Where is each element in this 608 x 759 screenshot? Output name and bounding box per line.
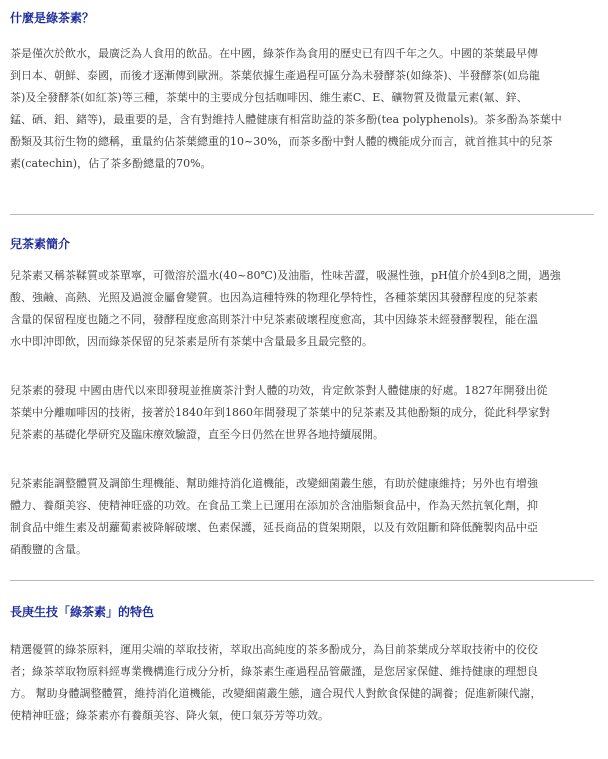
- paragraph: [10, 639, 598, 727]
- paragraph-line: 到日本、朝鮮、泰國，而後才逐漸傳到歐洲。茶葉依據生產過程可區分為未發酵茶(如綠茶)、半發酵茶(如烏龍: [10, 69, 540, 82]
- paragraph: [10, 380, 598, 446]
- paragraph-line: 茶是僅次於飲水，最廣泛為人食用的飲品。在中國，綠茶作為食用的歷史已有四千年之久。中國的茶葉最早傳: [10, 47, 538, 60]
- paragraph-line: 硝酸鹽的含量。: [10, 543, 87, 556]
- paragraph-line: 兒茶素能調整體質及調節生理機能、幫助維持消化道機能，改變細菌叢生態，有助於健康維持；另外也有增強: [10, 477, 538, 490]
- section-divider: [10, 214, 594, 215]
- section-heading: 兒茶素簡介: [10, 237, 71, 251]
- paragraph-line: 酚類及其衍生物的總稱，重量約佔茶葉總重的10~30%，而茶多酚中對人體的機能成分而言，就首推其中的兒茶: [10, 135, 553, 148]
- paragraph-line: 含量的保留程度也隨之不同，發酵程度愈高則茶汁中兒茶素破壞程度愈高，其中因綠茶未經發酵製程，能在溫: [10, 313, 538, 326]
- section-heading: 長庚生技「綠茶素」的特色: [10, 605, 155, 619]
- paragraph: [10, 265, 598, 353]
- paragraph: [10, 43, 598, 175]
- paragraph-line: 制食品中維生素及胡蘿蔔素被降解破壞、色素保護，延長商品的貨架期限，以及有效阻斷和降低醃製肉品中亞: [10, 521, 538, 534]
- paragraph-line: 水中即沖即飲，因而綠茶保留的兒茶素是所有茶葉中含量最多且最完整的。: [10, 335, 373, 348]
- paragraph-line: 使精神旺盛；綠茶素亦有養顏美容、降火氣，使口氣芬芳等功效。: [10, 709, 329, 722]
- paragraph-line: 方。 幫助身體調整體質，維持消化道機能，改變細菌叢生態，適合現代人對飲食保健的調養；促進新陳代謝，: [10, 687, 542, 700]
- paragraph-line: 兒茶素的發現 中國由唐代以來即發現並推廣茶汁對人體的功效，肯定飲茶對人體健康的好處。1827年開發出從: [10, 384, 548, 397]
- section-heading: 什麼是綠茶素？: [10, 11, 95, 25]
- section-divider: [10, 580, 594, 581]
- paragraph-line: 錳、硒、鋁、鍺等)，最重要的是，含有對維持人體健康有相當助益的茶多酚(tea polyphenols)。茶多酚為茶葉中: [10, 113, 562, 126]
- paragraph-line: 體力、養顏美容、使精神旺盛的功效。在食品工業上已運用在添加於含油脂類食品中，作為天然抗氧化劑，抑: [10, 499, 538, 512]
- paragraph-line: 茶)及全發酵茶(如紅茶)等三種，茶葉中的主要成分包括咖啡因、維生素C、E、礦物質及微量元素(氟、鋅、: [10, 91, 528, 104]
- paragraph-line: 兒茶素的基礎化學研究及臨床療效驗證，直至今日仍然在世界各地持續展開。: [10, 428, 384, 441]
- paragraph-line: 者；綠茶萃取物原料經專業機構進行成分分析，綠茶素生產過程品管嚴謹，是您居家保健、維持健康的理想良: [10, 665, 538, 678]
- paragraph-line: 素(catechin)，佔了茶多酚總量的70%。: [10, 157, 212, 170]
- paragraph-line: 兒茶素又稱茶鞣質或茶單寧，可微溶於溫水(40~80℃)及油脂，性味苦澀，吸濕性強，pH值介於4到8之間，遇強: [10, 269, 561, 282]
- paragraph-line: 茶葉中分離咖啡因的技術，接著於1840年到1860年間發現了茶葉中的兒茶素及其他酚類的成分，從此科學家對: [10, 406, 550, 419]
- paragraph-line: 精選優質的綠茶原料，運用尖端的萃取技術，萃取出高純度的茶多酚成分，為目前茶葉成分萃取技術中的佼佼: [10, 643, 538, 656]
- paragraph: [10, 473, 598, 561]
- paragraph-line: 酸、強鹼、高熱、光照及過渡金屬會變質。也因為這種特殊的物理化學特性，各種茶葉因其發酵程度的兒茶素: [10, 291, 538, 304]
